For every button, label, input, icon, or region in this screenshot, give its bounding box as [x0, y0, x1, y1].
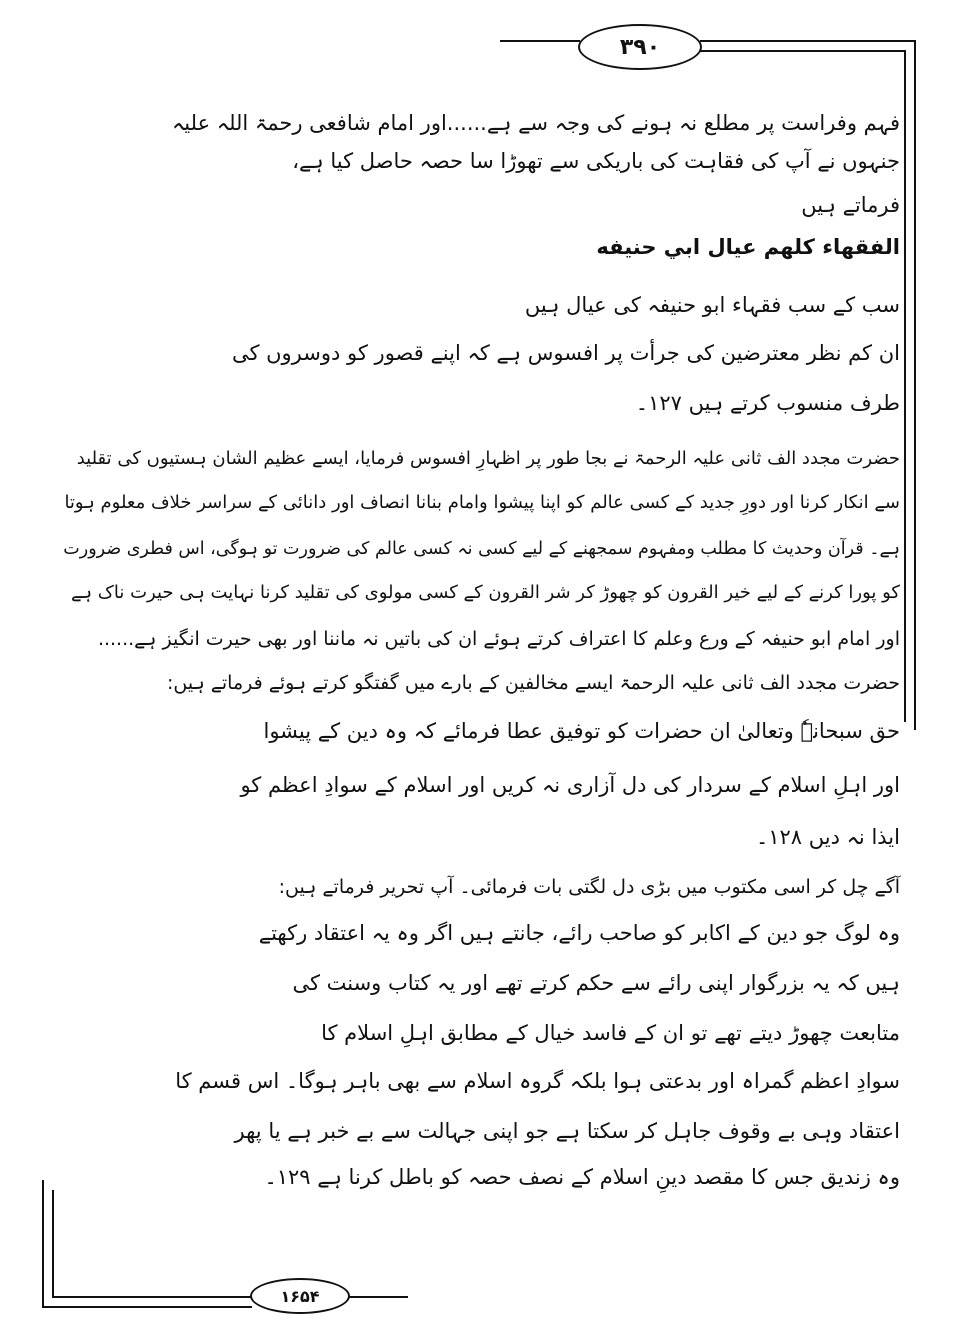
frame-left-inner — [52, 1190, 54, 1298]
frame-top-rule-inner — [700, 50, 906, 52]
text-line-12: اور امام ابو حنیفہ کے ورع وعلم کا اعتراف کرتے ہوئے ان کی باتیں نہ ماننا اور بھی حیرت انگیز ہے...... — [97, 628, 900, 650]
text-line-6: ان کم نظر معترضین کی جرأت پر افسوس ہے کہ اپنے قصور کو دوسروں کی — [231, 341, 900, 365]
text-line-8: حضرت مجدد الف ثانی علیہ الرحمۃ نے بجا طور پر اظہارِ افسوس فرمایا، ایسے عظیم الشان ہستیوں کی تقلید — [76, 448, 900, 469]
frame-bottom-rule-outer — [42, 1306, 252, 1308]
text-line-20: متابعت چھوڑ دیتے تھے تو ان کے فاسد خیال کے مطابق اہلِ اسلام کا — [321, 1021, 900, 1045]
text-line-11: کو پورا کرنے کے لیے خیر القرون کو چھوڑ کر شر القرون کے کسی مولوی کی تقلید کرنا نہایت ہی حیرت ناک ہے — [70, 582, 900, 603]
text-line-1: فہم وفراست پر مطلع نہ ہونے کی وجہ سے ہے......اور امام شافعی رحمۃ اللہ علیہ — [171, 111, 900, 135]
text-line-14: حق سبحانہٗ وتعالیٰ ان حضرات کو توفیق عطا فرمائے کہ وہ دین کے پیشوا — [263, 719, 900, 743]
text-line-17: آگے چل کر اسی مکتوب میں بڑی دل لگتی بات فرمائی۔ آپ تحریر فرماتے ہیں: — [278, 876, 900, 898]
text-line-5: سب کے سب فقہاء ابو حنیفہ کی عیال ہیں — [524, 293, 900, 317]
frame-left-outer — [42, 1180, 44, 1308]
text-line-23: وہ زندیق جس کا مقصد دینِ اسلام کے نصف حصہ کو باطل کرنا ہے ۱۲۹۔ — [264, 1165, 900, 1189]
frame-top-rule-left — [500, 40, 580, 42]
frame-right-outer — [914, 40, 916, 730]
text-line-22: اعتقاد وہی بے وقوف جاہل کر سکتا ہے جو اپنی جہالت سے بے خبر ہے یا پھر — [234, 1119, 900, 1143]
top-page-number-oval — [578, 24, 702, 70]
text-line-19: ہیں کہ یہ بزرگوار اپنی رائے سے حکم کرتے تھے اور یہ کتاب وسنت کی — [292, 971, 900, 995]
bottom-page-number: ۱۶۵۴ — [280, 1286, 320, 1306]
arabic-quote: الفقهاء كلهم عيال ابي حنيفه — [596, 235, 900, 259]
frame-bottom-rule-inner — [52, 1296, 252, 1298]
text-line-21: سوادِ اعظم گمراہ اور بدعتی ہوا بلکہ گروہ اسلام سے بھی باہر ہوگا۔ اس قسم کا — [175, 1069, 900, 1093]
frame-top-rule-outer — [700, 40, 916, 42]
text-line-2: جنہوں نے آپ کی فقاہت کی باریکی سے تھوڑا سا حصہ حاصل کیا ہے، — [292, 149, 900, 173]
text-line-13: حضرت مجدد الف ثانی علیہ الرحمۃ ایسے مخالفین کے بارے میں گفتگو کرتے ہوئے فرماتے ہیں: — [166, 672, 900, 694]
bottom-page-number-oval — [250, 1278, 350, 1314]
frame-bottom-rule-right — [348, 1296, 408, 1298]
frame-right-inner — [904, 50, 906, 722]
text-line-10: ہے۔ قرآن وحدیث کا مطلب ومفہوم سمجھنے کے لیے کسی نہ کسی عالم کی ضرورت تو ہوگی، اس فطری ضرورت — [63, 539, 900, 559]
text-line-18: وہ لوگ جو دین کے اکابر کو صاحب رائے، جانتے ہیں اگر وہ یہ اعتقاد رکھتے — [258, 921, 900, 945]
text-line-16: ایذا نہ دیں ۱۲۸۔ — [755, 825, 900, 849]
top-page-number: ۳۹۰ — [619, 34, 661, 60]
text-line-15: اور اہلِ اسلام کے سردار کی دل آزاری نہ کریں اور اسلام کے سوادِ اعظم کو — [240, 773, 900, 797]
text-line-3: فرماتے ہیں — [801, 193, 900, 217]
text-line-9: سے انکار کرنا اور دورِ جدید کے کسی عالم کو اپنا پیشوا وامام بنانا انصاف اور دانائی کے سراسر خلاف معلوم ہوتا — [64, 492, 900, 513]
text-line-7: طرف منسوب کرتے ہیں ۱۲۷۔ — [635, 391, 900, 415]
